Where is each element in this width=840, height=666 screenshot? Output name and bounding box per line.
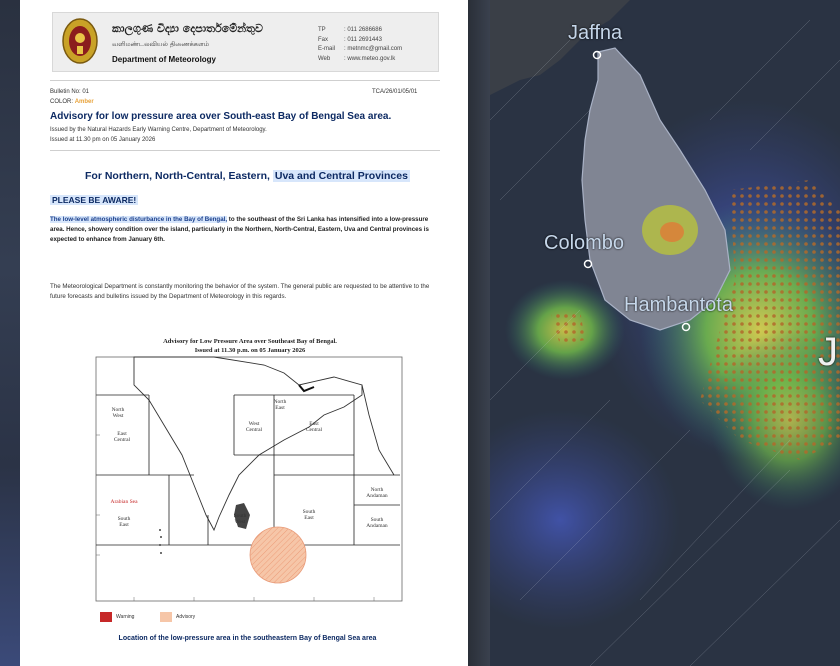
- advisory-zone-circle: [250, 527, 306, 583]
- figure-caption: Location of the low-pressure area in the southeastern Bay of Bengal Sea area: [118, 635, 377, 642]
- color-row: [50, 99, 94, 105]
- rainfall-map-panel: [490, 0, 840, 666]
- figure-title-line1: Advisory for Low Pressure Area over Southeast Bay of Bengal.: [163, 338, 337, 345]
- provinces-heading: [85, 170, 410, 182]
- divider: [50, 150, 440, 151]
- left-map-edge: [0, 0, 20, 666]
- color-label: COLOR:: [50, 99, 74, 105]
- city-label-colombo: Colombo: [544, 232, 625, 254]
- provinces-highlight: Uva and Central Provinces: [274, 170, 408, 182]
- city-label-hambantota: Hambantota: [624, 294, 733, 316]
- rainfall-map: [490, 0, 840, 666]
- partial-glyph: J: [818, 330, 838, 374]
- paragraph-1: [50, 215, 440, 245]
- bulletin-document: [20, 0, 468, 666]
- color-value: Amber: [74, 99, 94, 105]
- contact-value: : www.meteo.gov.lk: [344, 55, 396, 62]
- bulletin-title: Advisory for low pressure area over South-east Bay of Bengal Sea area.: [50, 111, 392, 122]
- region-label-south-east-a: South East: [117, 516, 131, 528]
- region-label-north-east: North East: [273, 399, 287, 411]
- org-name-sinhala: කාලගුණ විද්‍යා දෙපාර්තමේන්තුව: [112, 22, 263, 35]
- city-label-jaffna: Jaffna: [568, 22, 623, 44]
- legend-advisory-swatch: [160, 612, 172, 622]
- region-label-north-andaman: North Andaman: [366, 487, 388, 499]
- legend-advisory-label: Advisory: [176, 614, 196, 620]
- region-label-west-central: West Central: [245, 421, 263, 433]
- region-label-east-central-b: East Central: [305, 421, 323, 433]
- region-label-north-west: North West: [111, 407, 125, 419]
- bulletin-number: Bulletin No: 01: [50, 89, 90, 95]
- advisory-map-figure: [94, 355, 404, 605]
- region-label-south-east-b: South East: [302, 509, 316, 521]
- provinces-prefix: For Northern, North-Central, Eastern,: [85, 170, 273, 182]
- contact-key: E-mail: [318, 46, 336, 52]
- sri-lanka-emblem-icon: [60, 16, 100, 66]
- paragraph-1-highlight: The low-level atmospheric disturbance in the Bay of Bengal,: [50, 216, 228, 223]
- region-label-south-andaman: South Andaman: [366, 517, 388, 529]
- paragraph-2: The Meteorological Department is constantly monitoring the behavior of the system. The general public are requested to be attentive to the future forecasts and bulletins issued by the Department of Meteorology in this regards.: [50, 283, 430, 300]
- issued-at: Issued at 11.30 pm on 05 January 2026: [50, 137, 156, 143]
- rain-field: [660, 222, 684, 242]
- contact-value: : 011 2686686: [344, 27, 382, 33]
- contact-block: [318, 26, 424, 64]
- legend-warning-label: Warning: [116, 614, 135, 620]
- figure-title-line2: Issued at 11.30 p.m. on 05 January 2026: [194, 347, 306, 354]
- region-label-arabian-sea: Arabian Sea: [110, 499, 138, 505]
- issued-by: Issued by the Natural Hazards Early Warning Centre, Department of Meteorology.: [50, 127, 267, 133]
- contact-key: Fax: [318, 36, 329, 43]
- contact-key: Web: [318, 55, 331, 62]
- region-label-south-west: South West: [233, 513, 247, 525]
- legend-warning-swatch: [100, 612, 112, 622]
- region-label-east-central: East Central: [113, 431, 131, 443]
- contact-value: : metnmc@gmail.com: [344, 46, 403, 52]
- org-name-tamil: வளிமண்டலவியல் திணைக்களம்: [112, 40, 210, 48]
- contact-key: TP: [318, 27, 326, 33]
- divider-strip: [468, 0, 490, 666]
- please-be-aware: PLEASE BE AWARE!: [52, 195, 137, 205]
- org-name-english: Department of Meteorology: [112, 55, 217, 64]
- figure-title: [85, 337, 415, 355]
- divider: [50, 80, 440, 81]
- paragraph-1-text: to the southeast of the Sri Lanka has intensified into a low-pressure area. Hence, showery condition over the island, particularly in the Northern, North-Central, Eastern, Uva and Central provinces is expected to enhance from January 6th.: [50, 216, 429, 243]
- bulletin-ref: TCA/26/01/05/01: [372, 89, 418, 95]
- contact-value: : 011 2691443: [344, 36, 382, 43]
